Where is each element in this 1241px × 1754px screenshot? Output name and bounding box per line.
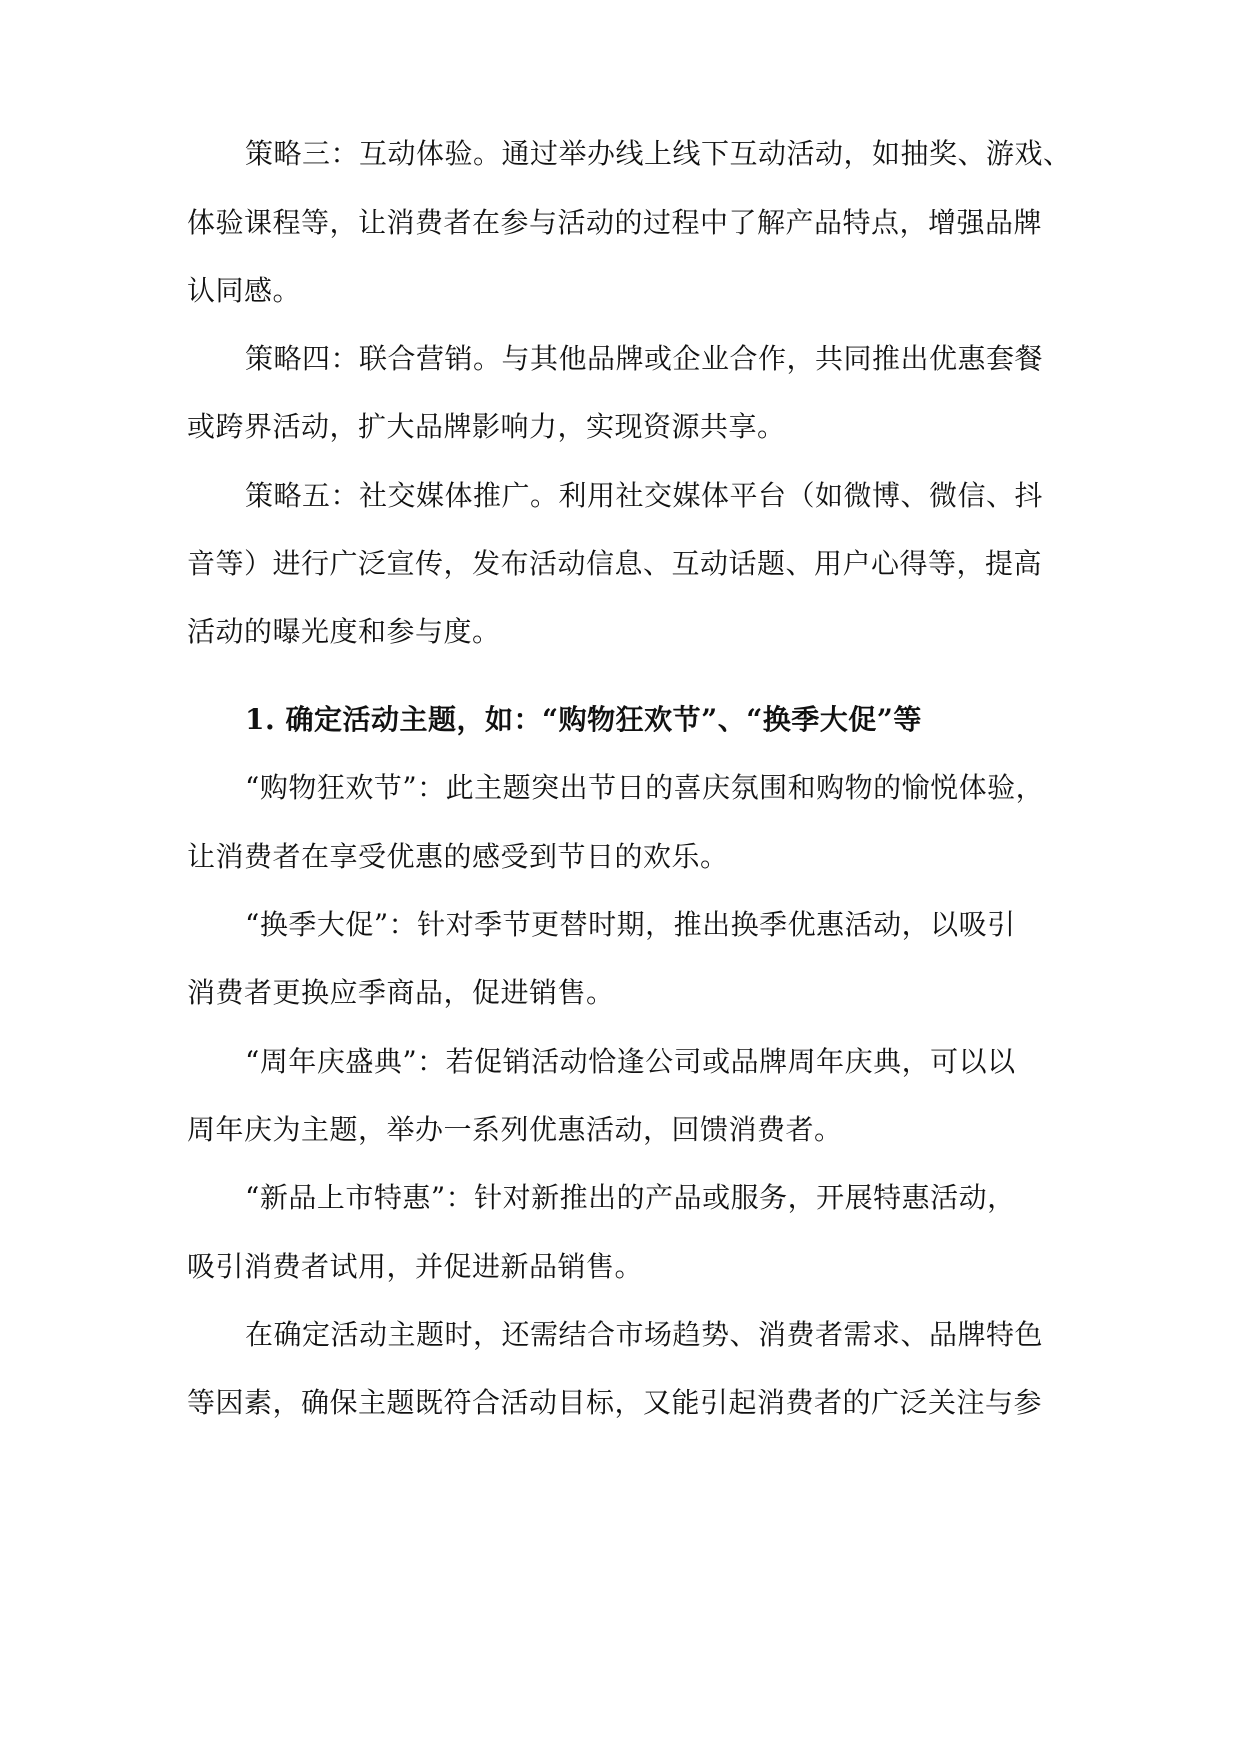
- paragraph-strategy-3-line-1: 策略三：互动体验。通过举办线上线下互动活动，如抽奖、游戏、: [245, 137, 1072, 170]
- paragraph-shopping-festival-line-1: “购物狂欢节”：此主题突出节日的喜庆氛围和购物的愉悦体验，: [245, 771, 1045, 804]
- paragraph-theme-selection-line-2: 等因素，确保主题既符合活动目标，又能引起消费者的广泛关注与参: [187, 1386, 1043, 1419]
- section-heading: 1. 确定活动主题，如：“购物狂欢节”、“换季大促”等: [245, 703, 922, 736]
- paragraph-strategy-3-line-2: 体验课程等，让消费者在参与活动的过程中了解产品特点，增强品牌: [187, 206, 1043, 239]
- paragraph-strategy-4-line-2: 或跨界活动，扩大品牌影响力，实现资源共享。: [187, 410, 786, 443]
- paragraph-anniversary-line-2: 周年庆为主题，举办一系列优惠活动，回馈消费者。: [187, 1113, 843, 1146]
- paragraph-new-product-line-2: 吸引消费者试用，并促进新品销售。: [187, 1250, 644, 1283]
- paragraph-strategy-5-line-1: 策略五：社交媒体推广。利用社交媒体平台（如微博、微信、抖: [245, 479, 1044, 512]
- paragraph-new-product-line-1: “新品上市特惠”：针对新推出的产品或服务，开展特惠活动，: [245, 1181, 1016, 1214]
- paragraph-theme-selection-line-1: 在确定活动主题时，还需结合市场趋势、消费者需求、品牌特色: [245, 1318, 1044, 1351]
- paragraph-season-sale-line-1: “换季大促”：针对季节更替时期，推出换季优惠活动，以吸引: [245, 908, 1016, 941]
- paragraph-shopping-festival-line-2: 让消费者在享受优惠的感受到节日的欢乐。: [187, 840, 729, 873]
- paragraph-strategy-5-line-3: 活动的曝光度和参与度。: [187, 615, 501, 648]
- paragraph-strategy-4-line-1: 策略四：联合营销。与其他品牌或企业合作，共同推出优惠套餐: [245, 342, 1044, 375]
- paragraph-strategy-3-line-3: 认同感。: [187, 274, 302, 307]
- paragraph-strategy-5-line-2: 音等）进行广泛宣传，发布活动信息、互动话题、用户心得等，提高: [187, 547, 1043, 580]
- paragraph-anniversary-line-1: “周年庆盛典”：若促销活动恰逢公司或品牌周年庆典，可以以: [245, 1045, 1016, 1078]
- paragraph-season-sale-line-2: 消费者更换应季商品，促进销售。: [187, 976, 615, 1009]
